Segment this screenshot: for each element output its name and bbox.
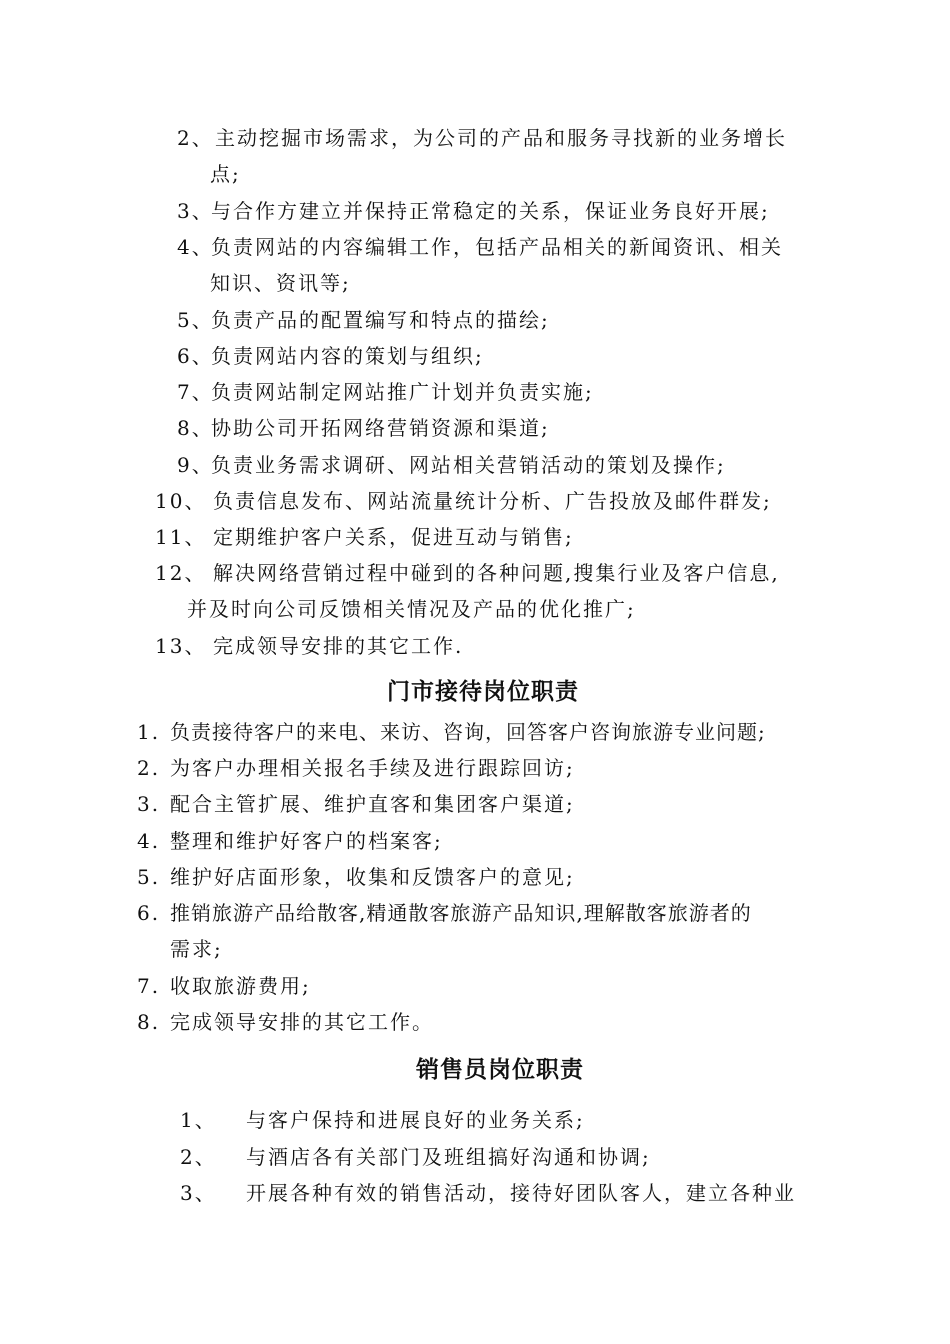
item-number: 8. — [137, 1010, 161, 1034]
item-number: 4、 — [177, 235, 214, 259]
list-item — [180, 1106, 585, 1134]
section-3-title: 销售员岗位职责 — [416, 1057, 584, 1083]
item-text: 与酒店各有关部门及班组搞好沟通和协调; — [246, 1145, 651, 1169]
item-number: 5. — [137, 865, 161, 889]
list-item — [177, 342, 484, 370]
list-item — [137, 790, 575, 818]
item-text: 负责网站的内容编辑工作，包括产品相关的新闻资讯、相关 — [211, 235, 783, 259]
item-text: 完成领导安排的其它工作. — [213, 634, 464, 658]
item-text: 负责网站内容的策划与组织; — [211, 344, 484, 368]
list-item — [137, 1008, 434, 1036]
item-number: 7. — [137, 974, 161, 998]
list-item — [137, 827, 443, 855]
list-item — [137, 899, 752, 927]
list-item — [137, 754, 575, 782]
item-continuation: 点; — [210, 162, 241, 186]
item-number: 5、 — [177, 308, 214, 332]
list-item — [137, 972, 311, 1000]
item-text: 解决网络营销过程中碰到的各种问题,搜集行业及客户信息, — [213, 561, 780, 585]
list-item — [177, 197, 770, 225]
item-text: 负责接待客户的来电、来访、咨询，回答客户咨询旅游专业问题; — [170, 720, 766, 744]
list-item — [180, 1179, 796, 1207]
item-text: 负责网站制定网站推广计划并负责实施; — [211, 380, 594, 404]
list-item — [177, 306, 550, 334]
item-text: 与合作方建立并保持正常稳定的关系，保证业务良好开展; — [211, 199, 770, 223]
item-continuation: 并及时向公司反馈相关情况及产品的优化推广; — [187, 597, 636, 621]
item-text: 开展各种有效的销售活动，接待好团队客人，建立各种业 — [246, 1181, 796, 1205]
item-text: 负责信息发布、网站流量统计分析、广告投放及邮件群发; — [213, 489, 772, 513]
item-number: 1、 — [180, 1108, 217, 1132]
item-text: 为客户办理相关报名手续及进行跟踪回访; — [170, 756, 575, 780]
item-number: 13、 — [155, 634, 207, 658]
item-number: 8、 — [177, 416, 214, 440]
item-number: 7、 — [177, 380, 214, 404]
list-item — [155, 632, 463, 660]
item-text: 协助公司开拓网络营销资源和渠道; — [211, 416, 550, 440]
item-text: 负责产品的配置编写和特点的描绘; — [211, 308, 550, 332]
item-number: 1. — [137, 720, 161, 744]
item-text: 主动挖掘市场需求，为公司的产品和服务寻找新的业务增长 — [215, 126, 787, 150]
item-text: 定期维护客户关系，促进互动与销售; — [213, 525, 574, 549]
item-text: 完成领导安排的其它工作。 — [170, 1010, 434, 1034]
item-number: 4. — [137, 829, 161, 853]
item-number: 6、 — [177, 344, 214, 368]
item-text: 维护好店面形象，收集和反馈客户的意见; — [170, 865, 575, 889]
list-item — [177, 414, 550, 442]
item-text: 整理和维护好客户的档案客; — [170, 829, 443, 853]
item-number: 12、 — [155, 561, 207, 585]
list-item — [177, 124, 787, 152]
list-item — [177, 451, 726, 479]
item-number: 6. — [137, 901, 161, 925]
item-text: 推销旅游产品给散客,精通散客旅游产品知识,理解散客旅游者的 — [170, 901, 752, 925]
item-number: 2. — [137, 756, 161, 780]
item-number: 9、 — [177, 453, 214, 477]
list-item — [155, 487, 772, 515]
list-item — [155, 559, 780, 587]
list-item — [177, 378, 594, 406]
item-text: 配合主管扩展、维护直客和集团客户渠道; — [170, 792, 575, 816]
item-number: 2、 — [180, 1145, 217, 1169]
list-item — [177, 233, 783, 261]
list-item — [155, 523, 574, 551]
item-number: 3. — [137, 792, 161, 816]
item-number: 3、 — [180, 1181, 217, 1205]
item-text: 收取旅游费用; — [170, 974, 311, 998]
list-item — [180, 1143, 651, 1171]
item-number: 3、 — [177, 199, 214, 223]
item-text: 负责业务需求调研、网站相关营销活动的策划及操作; — [211, 453, 726, 477]
item-number: 11、 — [155, 525, 207, 549]
list-item — [137, 718, 766, 746]
item-number: 2、 — [177, 126, 214, 150]
item-continuation: 需求; — [170, 937, 223, 961]
section-2-title: 门市接待岗位职责 — [387, 679, 579, 705]
item-text: 与客户保持和进展良好的业务关系; — [246, 1108, 585, 1132]
item-continuation: 知识、资讯等; — [210, 271, 351, 295]
list-item — [137, 863, 575, 891]
item-number: 10、 — [155, 489, 207, 513]
